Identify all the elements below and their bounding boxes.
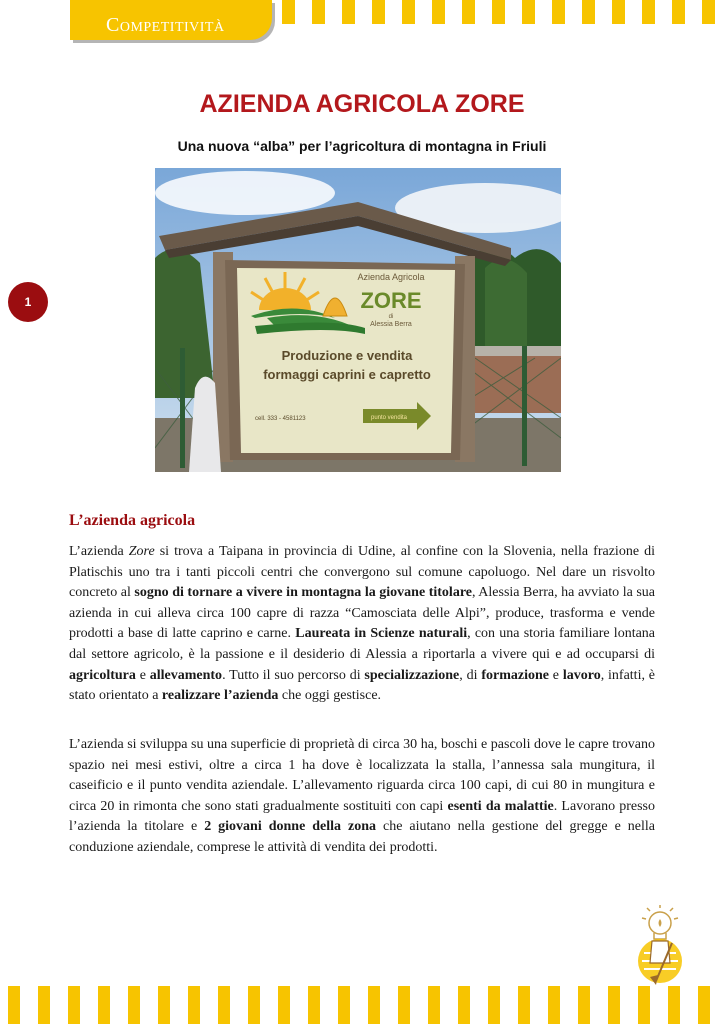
sign-arrow: punto vendita xyxy=(370,415,408,421)
sign-line1: Azienda Agricola xyxy=(357,272,425,282)
sign-owner: Alessia Berra xyxy=(370,321,412,328)
header-stripes xyxy=(270,0,724,24)
sign-prod1: Produzione e vendita xyxy=(281,348,413,363)
sign-di: di xyxy=(388,314,394,320)
section-label: Competitività xyxy=(106,14,225,36)
page-subtitle: Una nuova “alba” per l’agricoltura di montagna in Friuli xyxy=(177,138,547,154)
footer-stripes xyxy=(0,986,724,1024)
page-number: 1 xyxy=(8,282,48,322)
section-tab xyxy=(70,0,272,40)
sign-prod2: formaggi caprini e capretto xyxy=(263,367,431,382)
mascot-logo xyxy=(630,905,690,987)
sign-cell: cell. 333 - 4581123 xyxy=(255,416,306,422)
sign-name: ZORE xyxy=(360,288,422,313)
paragraph-2: L’azienda si sviluppa su una superficie di proprietà di circa 30 ha, boschi e pascoli dove le capre trovano spazio nei mesi estivi, oltre a circa 1 ha dove è localizzata la stalla, l’annessa sala mungitura, il caseificio e il punto vendita aziendale. L’allevamento riguarda circa 100 capi, di cui 80 in mungitura e circa 20 in rimonta che sono stati gradualmente sostituiti con capi esenti da malattie. Lavorano presso l’azienda la titolare e 2 giovani donne della zona che aiutano nella gestione del gregge e nella conduzione aziendale, comprese le attività di vendita dei prodotti. xyxy=(69,737,656,855)
page-title: AZIENDA AGRICOLA ZORE xyxy=(199,90,525,118)
section-heading: L’azienda agricola xyxy=(69,512,196,529)
farm-sign-photo xyxy=(155,168,561,472)
paragraph-1: L’azienda Zore si trova a Taipana in provincia di Udine, al confine con la Slovenia, nella frazione di Platischis uno tra i tanti piccoli centri che convergono sul comune capoluogo. Nel dare un risvolto concreto al sogno di tornare a vivere in montagna la giovane titolare, Alessia Berra, ha avviato la sua azienda in cui alleva circa 100 capre di razza “Camosciata delle Alpi”, produce, trasforma e vende prodotti a base di latte caprino e carne. Laureata in Scienze naturali, con una storia familiare lontana dal settore agricolo, è la passione e il desiderio di Alessia a riportarla a vivere qui e ad occuparsi di agricoltura e allevamento. Tutto il suo percorso di specializzazione, di formazione e lavoro, infatti, è stato orientato a realizzare l’azienda che oggi gestisce. xyxy=(69,544,656,704)
